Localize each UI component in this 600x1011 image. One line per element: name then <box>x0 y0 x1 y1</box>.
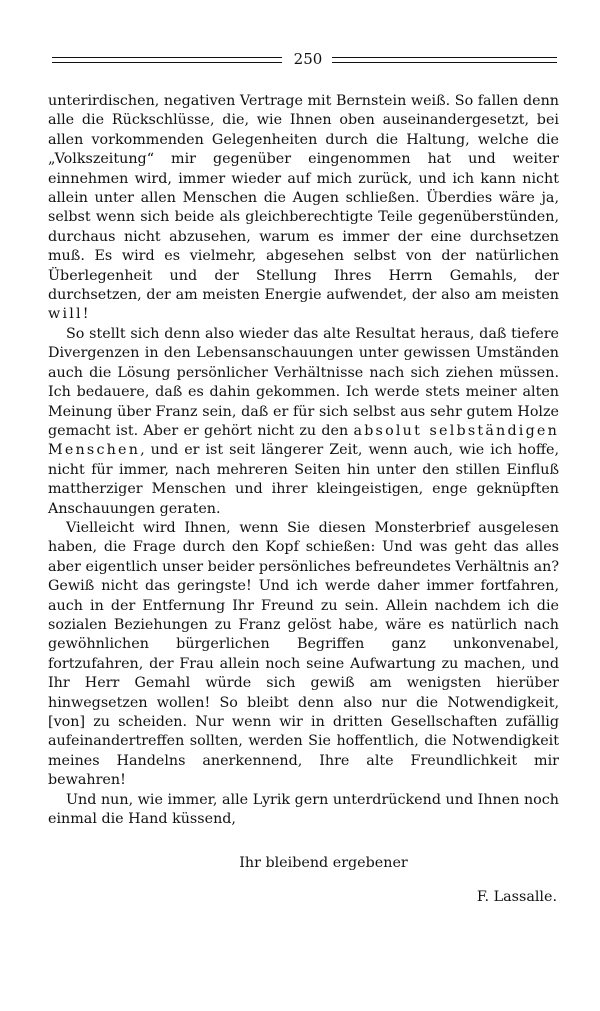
letter-body <box>48 92 559 829</box>
spaced-emphasis-will: will <box>48 306 83 323</box>
signature: F. Lassalle. <box>476 889 557 906</box>
header-rule-left <box>52 57 282 63</box>
closing-line: Ihr bleibend ergebener <box>239 855 408 872</box>
paragraph-2-text: So stellt sich denn also wieder das alte Resultat heraus, daß tiefere Divergenzen in den Lebensanschauungen unter gewissen Umständen auch die Lösung persönlicher Verhältnisse nach sich ziehen müssen. Ich bedauere, daß es dahin gekommen. Ich werde stets meiner alten Meinung über Franz sein, daß er für sich selbst aus sehr gutem Holze gemacht ist. Aber er gehört nicht zu den <box>48 325 559 439</box>
paragraph-1 <box>48 92 559 325</box>
spaced-emphasis-absolut: absolut selbständigen Menschen <box>48 422 559 459</box>
header-rule-right <box>332 57 557 63</box>
paragraph-3 <box>48 519 559 791</box>
page-number: 250 <box>293 50 323 68</box>
paragraph-2 <box>48 325 559 519</box>
paragraph-1-end: ! <box>82 306 89 323</box>
page-header <box>48 48 559 70</box>
letter-page <box>48 48 559 905</box>
paragraph-2-end: , und er ist seit längerer Zeit, wenn auch, wie ich hoffe, nicht für immer, nach mehreren Seiten hin unter den stillen Einfluß mattherziger Menschen und ihrer kleingeistigen, enge geknüpften Anschauungen geraten. <box>48 442 559 517</box>
paragraph-4-text: Und nun, wie immer, alle Lyrik gern unterdrückend und Ihnen noch einmal die Hand küssend, <box>48 791 559 828</box>
paragraph-4 <box>48 791 559 830</box>
paragraph-1-text: unterirdischen, negativen Vertrage mit Bernstein weiß. So fallen denn alle die Rückschlüsse, die, wie Ihnen oben auseinandergesetzt, bei allen vorkommenden Gelegenheiten durch die Haltung, welche die „Volkszeitung“ mir gegenüber eingenommen hat und weiter einnehmen wird, immer wieder auf mich zurück, und ich kann nicht allein unter allen Menschen die Augen schließen. Überdies wäre ja, selbst wenn sich beide als gleichberechtigte Teile gegenüberstünden, durchaus nicht abzusehen, warum es immer der eine durchsetzen muß. Es wird es vielmehr, abgesehen selbst von der natürlichen Überlegenheit und der Stellung Ihres Herrn Gemahls, der durchsetzen, der am meisten Energie aufwendet, der also am meisten <box>48 93 559 304</box>
paragraph-3-text: Vielleicht wird Ihnen, wenn Sie diesen Monsterbrief ausgelesen haben, die Frage durch den Kopf schießen: Und was geht das alles aber eigentlich unser beider persönliches befreundetes Verhältnis an? Gewiß nicht das geringste! Und ich werde daher immer fortfahren, auch in der Entfernung Ihr Freund zu sein. Allein nachdem ich die sozialen Beziehungen zu Franz gelöst habe, wäre es natürlich nach gewöhnlichen bürgerlichen Begriffen ganz unkonvenabel, fortzufahren, der Frau allein noch seine Aufwartung zu machen, und Ihr Herr Gemahl würde sich gewiß am wenigsten hierüber hinwegsetzen wollen! So bleibt denn also nur die Notwendigkeit, [von] zu scheiden. Nur wenn wir in dritten Gesellschaften zufällig aufeinandertreffen sollten, werden Sie hoffentlich, die Notwendigkeit meines Handelns anerkennend, Ihre alte Freundlichkeit mir bewahren! <box>48 519 559 789</box>
